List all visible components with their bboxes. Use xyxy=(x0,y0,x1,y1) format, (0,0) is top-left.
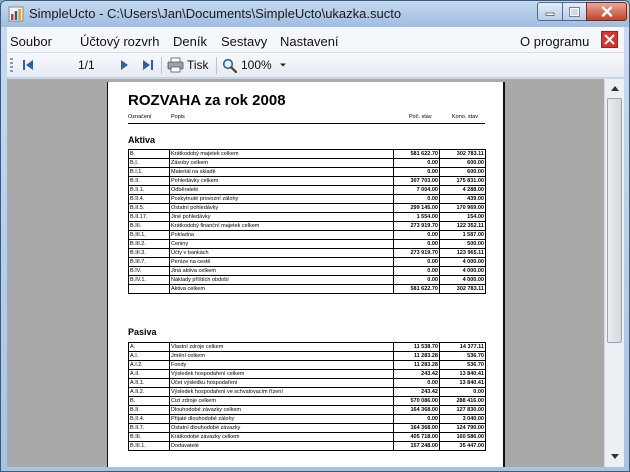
maximize-icon xyxy=(569,7,580,17)
menu-sestavy[interactable]: Sestavy xyxy=(221,34,268,49)
title-bar[interactable] xyxy=(1,1,629,27)
table-row xyxy=(129,195,486,204)
close-icon xyxy=(601,6,613,17)
first-page-button[interactable] xyxy=(22,57,34,73)
cell-oznaceni: A.II. xyxy=(129,370,170,379)
cell-poc-stav: 581 622.70 xyxy=(394,150,440,159)
cell-oznaceni: B.II.4. xyxy=(129,195,170,204)
cell-popis: Výsledek hospodaření celkem xyxy=(170,370,394,379)
cell-poc-stav: 0.00 xyxy=(394,240,440,249)
next-page-icon xyxy=(119,59,129,71)
menu-bar xyxy=(7,27,624,53)
scroll-down-button[interactable] xyxy=(606,448,623,465)
cell-poc-stav: 273 919.70 xyxy=(394,249,440,258)
cell-oznaceni: B.IV. xyxy=(129,267,170,276)
cell-oznaceni: B.III.7. xyxy=(129,258,170,267)
column-header-poc-stav: Poč. stav xyxy=(409,114,432,120)
cell-kon-stav: 35 447.00 xyxy=(440,442,486,451)
page-indicator: 1/1 xyxy=(78,58,95,72)
cell-popis: Dodavatelé xyxy=(170,442,394,451)
cell-oznaceni: B.II.17. xyxy=(129,213,170,222)
cell-oznaceni: B.III.3. xyxy=(129,249,170,258)
cell-poc-stav: 157 248.00 xyxy=(394,442,440,451)
cell-oznaceni: B. xyxy=(129,150,170,159)
cell-oznaceni: B.II. xyxy=(129,177,170,186)
cell-kon-stav: 13 840.41 xyxy=(440,379,486,388)
zoom-dropdown[interactable] xyxy=(222,57,287,73)
print-button[interactable] xyxy=(167,57,209,73)
cell-poc-stav: 164 368.00 xyxy=(394,406,440,415)
close-icon xyxy=(602,32,617,47)
toolbar-separator xyxy=(161,57,162,74)
table-row xyxy=(129,285,486,294)
cell-popis: Pohledávky celkem xyxy=(170,177,394,186)
cell-kon-stav: 302 783.11 xyxy=(440,285,486,294)
cell-oznaceni: B.II.7. xyxy=(129,424,170,433)
cell-oznaceni: B.II.4. xyxy=(129,415,170,424)
cell-oznaceni: A.I. xyxy=(129,352,170,361)
cell-poc-stav: 7 004.00 xyxy=(394,186,440,195)
table-row xyxy=(129,276,486,285)
table-row xyxy=(129,204,486,213)
cell-kon-stav: 160 586.00 xyxy=(440,433,486,442)
cell-popis: Pokladna xyxy=(170,231,394,240)
cell-poc-stav: 243.42 xyxy=(394,370,440,379)
cell-oznaceni: A.II.2. xyxy=(129,388,170,397)
cell-poc-stav: 0.00 xyxy=(394,276,440,285)
cell-poc-stav: 273 919.70 xyxy=(394,222,440,231)
arrow-up-icon xyxy=(611,86,619,91)
section-heading-pasiva: Pasiva xyxy=(128,327,157,337)
last-page-button[interactable] xyxy=(142,57,154,73)
cell-popis: Materiál na skladě xyxy=(170,168,394,177)
scroll-up-button[interactable] xyxy=(606,80,623,97)
magnifier-icon xyxy=(222,58,237,73)
cell-popis: Jmění celkem xyxy=(170,352,394,361)
cell-popis: Ostatní dlouhodobé závazky xyxy=(170,424,394,433)
cell-poc-stav: 0.00 xyxy=(394,231,440,240)
cell-kon-stav: 1 587.00 xyxy=(440,231,486,240)
cell-popis: Ostatní pohledávky xyxy=(170,204,394,213)
document-close-button[interactable] xyxy=(601,31,618,48)
cell-popis: Fondy xyxy=(170,361,394,370)
first-page-icon xyxy=(22,59,34,71)
window-close-button[interactable] xyxy=(586,2,627,21)
cell-oznaceni: B.II. xyxy=(129,406,170,415)
cell-poc-stav: 11 283.28 xyxy=(394,361,440,370)
cell-kon-stav: 536.70 xyxy=(440,361,486,370)
table-row xyxy=(129,231,486,240)
table-row xyxy=(129,388,486,397)
cell-popis: Krátkodobý finanční majetek celkem xyxy=(170,222,394,231)
table-row xyxy=(129,370,486,379)
window-title: SimpleUcto - C:\Users\Jan\Documents\SimpleUcto\ukazka.sucto xyxy=(29,6,402,21)
table-row xyxy=(129,258,486,267)
table-row xyxy=(129,415,486,424)
table-row xyxy=(129,150,486,159)
next-page-button[interactable] xyxy=(119,57,129,73)
cell-popis: Jiné pohledávky xyxy=(170,213,394,222)
table-row xyxy=(129,186,486,195)
cell-kon-stav: 3 040.00 xyxy=(440,415,486,424)
cell-kon-stav: 124 790.00 xyxy=(440,424,486,433)
cell-popis: Krátkodobé závazky celkem xyxy=(170,433,394,442)
menu-o-programu[interactable]: O programu xyxy=(520,34,590,49)
cell-popis: Výsledek hospodaření ve schvalovacím řízení xyxy=(170,388,394,397)
cell-oznaceni: A.II.1. xyxy=(129,379,170,388)
cell-popis: Ceniny xyxy=(170,240,394,249)
report-page xyxy=(107,82,505,467)
cell-popis: Účet výsledku hospodaření xyxy=(170,379,394,388)
cell-kon-stav: 123 965.11 xyxy=(440,249,486,258)
table-row xyxy=(129,406,486,415)
toolbar xyxy=(7,53,624,78)
cell-poc-stav: 307 703.00 xyxy=(394,177,440,186)
table-row xyxy=(129,397,486,406)
cell-kon-stav: 302 783.11 xyxy=(440,150,486,159)
cell-popis: Účty v bankách xyxy=(170,249,394,258)
cell-kon-stav: 4 288.00 xyxy=(440,186,486,195)
printer-icon xyxy=(167,57,184,73)
cell-oznaceni: B. xyxy=(129,397,170,406)
cell-kon-stav: 127 830.00 xyxy=(440,406,486,415)
cell-poc-stav: 0.00 xyxy=(394,195,440,204)
cell-poc-stav: 0.00 xyxy=(394,379,440,388)
cell-kon-stav: 500.00 xyxy=(440,240,486,249)
app-icon xyxy=(8,6,24,22)
report-title: ROZVAHA za rok 2008 xyxy=(128,92,286,109)
column-header-kon-stav: Kono. stav xyxy=(452,114,478,120)
menu-ucetni-rozvrh[interactable]: Účtový rozvrh xyxy=(80,34,160,49)
column-header-popis: Popis xyxy=(171,114,185,120)
header-rule xyxy=(128,123,485,124)
cell-popis: Jiná aktiva celkem xyxy=(170,267,394,276)
arrow-down-icon xyxy=(611,454,619,459)
cell-oznaceni: B.I.1. xyxy=(129,168,170,177)
cell-oznaceni: B.II.1. xyxy=(129,186,170,195)
table-row xyxy=(129,379,486,388)
menu-denik[interactable]: Deník xyxy=(173,34,207,49)
minimize-button[interactable] xyxy=(537,2,563,21)
cell-poc-stav: 0.00 xyxy=(394,258,440,267)
cell-poc-stav: 243.42 xyxy=(394,388,440,397)
cell-oznaceni xyxy=(129,285,170,294)
report-preview-area[interactable] xyxy=(7,79,604,467)
cell-oznaceni: B.IV.1. xyxy=(129,276,170,285)
cell-oznaceni: B.I. xyxy=(129,159,170,168)
cell-kon-stav: 439.00 xyxy=(440,195,486,204)
toolbar-grip[interactable] xyxy=(10,58,13,73)
maximize-button[interactable] xyxy=(562,2,587,21)
cell-poc-stav: 0.00 xyxy=(394,168,440,177)
cell-poc-stav: 570 086.00 xyxy=(394,397,440,406)
zoom-value: 100% xyxy=(241,58,272,72)
cell-kon-stav: 536.70 xyxy=(440,352,486,361)
cell-poc-stav: 11 538.70 xyxy=(394,343,440,352)
section-heading-aktiva: Aktiva xyxy=(128,135,156,145)
chevron-down-icon xyxy=(279,62,287,68)
table-row xyxy=(129,433,486,442)
table-row xyxy=(129,424,486,433)
cell-popis: Odběratelé xyxy=(170,186,394,195)
menu-soubor[interactable]: Soubor xyxy=(10,34,52,49)
cell-popis: Dlouhodobé závazky celkem xyxy=(170,406,394,415)
column-header-oznaceni: Označení xyxy=(128,114,152,120)
cell-poc-stav: 11 283.28 xyxy=(394,352,440,361)
cell-poc-stav: 299 145.00 xyxy=(394,204,440,213)
cell-popis: Přijaté dlouhodobé zálohy xyxy=(170,415,394,424)
cell-popis: Krátkodobý majetek celkem xyxy=(170,150,394,159)
cell-poc-stav: 1 554.00 xyxy=(394,213,440,222)
cell-oznaceni: B.III. xyxy=(129,433,170,442)
cell-poc-stav: 581 622.70 xyxy=(394,285,440,294)
cell-oznaceni: B.III.1. xyxy=(129,231,170,240)
cell-kon-stav: 600.00 xyxy=(440,159,486,168)
table-row xyxy=(129,240,486,249)
cell-popis: Aktiva celkem xyxy=(170,285,394,294)
cell-oznaceni: B.II.5. xyxy=(129,204,170,213)
cell-oznaceni: A.I.2. xyxy=(129,361,170,370)
cell-kon-stav: 175 831.00 xyxy=(440,177,486,186)
cell-popis: Peníze na cestě xyxy=(170,258,394,267)
table-row xyxy=(129,442,486,451)
table-row xyxy=(129,222,486,231)
table-row xyxy=(129,177,486,186)
cell-kon-stav: 600.00 xyxy=(440,168,486,177)
cell-poc-stav: 405 718.00 xyxy=(394,433,440,442)
cell-oznaceni: B.III.1. xyxy=(129,442,170,451)
toolbar-separator xyxy=(216,57,217,74)
table-row xyxy=(129,159,486,168)
cell-kon-stav: 0.00 xyxy=(440,388,486,397)
cell-oznaceni: A. xyxy=(129,343,170,352)
table-row xyxy=(129,352,486,361)
cell-kon-stav: 170 969.00 xyxy=(440,204,486,213)
cell-poc-stav: 0.00 xyxy=(394,267,440,276)
pasiva-table xyxy=(128,342,486,451)
cell-popis: Náklady příštích období xyxy=(170,276,394,285)
table-row xyxy=(129,361,486,370)
cell-kon-stav: 14 377.11 xyxy=(440,343,486,352)
last-page-icon xyxy=(142,59,154,71)
cell-popis: Cizí zdroje celkem xyxy=(170,397,394,406)
cell-popis: Vlastní zdroje celkem xyxy=(170,343,394,352)
table-row xyxy=(129,213,486,222)
table-row xyxy=(129,249,486,258)
cell-kon-stav: 122 352.11 xyxy=(440,222,486,231)
scrollbar-thumb[interactable] xyxy=(607,98,622,343)
cell-poc-stav: 0.00 xyxy=(394,415,440,424)
cell-kon-stav: 4 000.00 xyxy=(440,276,486,285)
cell-oznaceni: B.III. xyxy=(129,222,170,231)
table-row xyxy=(129,343,486,352)
menu-nastaveni[interactable]: Nastavení xyxy=(280,34,339,49)
cell-poc-stav: 0.00 xyxy=(394,159,440,168)
cell-poc-stav: 164 368.00 xyxy=(394,424,440,433)
print-label: Tisk xyxy=(187,58,209,72)
cell-kon-stav: 288 416.00 xyxy=(440,397,486,406)
cell-kon-stav: 4 000.00 xyxy=(440,258,486,267)
cell-kon-stav: 154.00 xyxy=(440,213,486,222)
table-row xyxy=(129,267,486,276)
table-row xyxy=(129,168,486,177)
cell-kon-stav: 13 840.41 xyxy=(440,370,486,379)
cell-oznaceni: B.III.2. xyxy=(129,240,170,249)
minimize-icon xyxy=(545,7,555,17)
cell-kon-stav: 4 000.00 xyxy=(440,267,486,276)
cell-popis: Zásoby celkem xyxy=(170,159,394,168)
aktiva-table xyxy=(128,149,486,294)
vertical-scrollbar[interactable] xyxy=(604,79,624,467)
cell-popis: Poskytnuté provozní zálohy xyxy=(170,195,394,204)
